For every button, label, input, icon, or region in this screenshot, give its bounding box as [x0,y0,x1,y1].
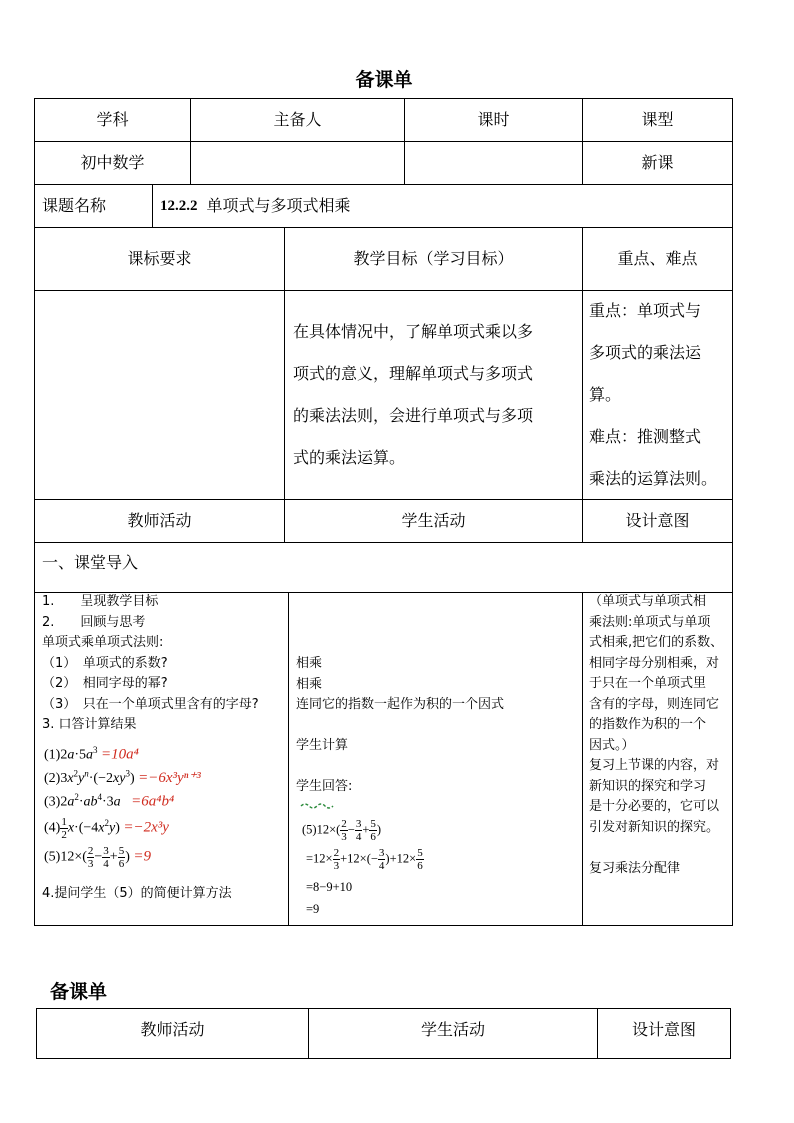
topic-code: 12.2.2 [160,198,198,214]
math-answer-1: =10a⁴ [101,746,139,763]
handwritten-mark [300,802,340,810]
section-title: 一、课堂导入 [42,553,139,572]
teacher-line: 2. 回顾与思考 [42,614,146,630]
second-teacher-header: 教师活动 [140,1020,205,1039]
student-calc-4: =9 [306,902,320,916]
design-line: 含有的字母，则连同它 [589,696,720,712]
teacher-line: 1. 呈现教学目标 [42,594,159,609]
student-activity [296,654,580,798]
design-line: 的指数作为积的一个 [589,717,707,732]
topic-label: 课题名称 [42,196,107,215]
second-student-header: 学生活动 [420,1020,485,1039]
design-line: 相同字母分别相乘，对 [589,655,720,671]
table-border [732,98,733,926]
header-preparer-value [191,142,404,184]
table-border [34,925,733,926]
table-border [582,592,583,926]
goal-line: 式的乘法运算。 [293,448,406,467]
activity-design-header: 设计意图 [625,511,690,530]
design-line: 式相乘,把它们的系数、 [589,635,724,650]
student-line: 连同它的指数一起作为积的一个因式 [296,697,505,712]
activity-student-header: 学生活动 [401,511,466,530]
goal-line: 的乘法法则，会进行单项式与多项 [293,406,534,425]
math-answer-4: =−2x³y [123,819,169,836]
keypoints-text [589,290,731,500]
second-design-header: 设计意图 [631,1020,696,1039]
header-subject-value: 初中数学 [80,153,145,172]
math-exercise-2: $(2)3x^2y^n\cdot(-2xy^3) =-6x^3y^{n+3}$ [44,768,201,786]
standard-text [40,300,280,490]
student-line: 学生计算 [296,738,349,753]
table-border [36,1058,731,1059]
design-line: 复习上节课的内容，对 [589,758,720,773]
math-answer-3: =6a⁴b⁴ [131,793,175,810]
teacher-activity [42,592,286,736]
col-standard: 课标要求 [127,249,192,268]
student-line: 学生回答: [296,779,353,794]
goal-line: 项式的意义，理解单项式与多项式 [293,364,534,383]
design-line: （单项式与单项式相 [589,594,707,609]
student-line [296,757,580,778]
header-type-label: 课型 [641,110,674,129]
topic-name: 单项式与多项式相乘 [206,196,351,215]
col-keypoints: 重点、难点 [617,249,698,268]
teacher-line: （3） 只在一个单项式里含有的字母? [42,696,259,712]
design-line: 复习乘法分配律 [589,860,681,876]
table-border [730,1008,731,1059]
math-exercise-4: (4) $\frac{1}{2}$ $x\cdot(-4x^2y) =-2x^3y$ [44,816,169,841]
keypoint-line: 重点：单项式与 [589,301,702,320]
header-type-value: 新课 [641,153,674,172]
student-calc-2: =12× $\frac{2}{3}$ +12×(− $\frac{3}{4}$ )+12× $\frac{5}{6}$ [306,847,423,872]
math-exercise-3: $(3)2a^2\cdot ab^4\cdot 3a$ =6a⁴b⁴ [44,792,175,810]
student-calc-3: =8−9+10 [306,880,353,894]
header-period-value [405,142,582,184]
topic-value [160,185,720,227]
table-border [152,184,153,228]
design-line [589,838,731,859]
design-line: 新知识的探究和学习 [589,778,707,794]
header-preparer-label: 主备人 [273,110,322,129]
math-exercise-5: (5)12×( $\frac{2}{3}$ − $\frac{3}{4}$ + $\frac{5}{6}$ ) =9 [44,845,151,870]
design-line: 乘法则:单项式与单项 [589,614,711,630]
col-goals: 教学目标（学习目标） [353,249,514,268]
goal-line: 在具体情况中，了解单项式乘以多 [293,322,534,341]
teacher-line: 单项式乘单项式法则: [42,635,164,650]
design-line: 是十分必要的，它可以 [589,799,720,814]
student-line: 相乘 [296,676,323,692]
design-intent [589,592,731,879]
design-line: 因式。） [589,737,635,753]
design-line: 引发对新知识的探究。 [589,819,720,835]
student-line: 相乘 [296,656,323,671]
teacher-line: （1） 单项式的系数? [42,655,168,671]
keypoint-line: 多项式的乘法运 [589,343,702,362]
second-title: 备课单 [50,981,108,1003]
math-exercise-1: $(1)2a\cdot 5a^3 =10a^4$ [44,745,139,763]
student-calc-1: (5)12×( $\frac{2}{3}$ − $\frac{3}{4}$ + $\frac{5}{6}$ ) [302,818,382,843]
math-answer-5: =9 [133,848,151,865]
activity-teacher-header: 教师活动 [127,511,192,530]
math-answer-2: =−6x³yⁿ⁺³ [138,770,201,786]
keypoint-line: 乘法的运算法则。 [589,469,718,488]
keypoint-line: 难点：推测整式 [589,427,702,446]
teacher-line: 3. 口答计算结果 [42,717,137,732]
teacher-last-line: 4.提问学生（5）的简便计算方法 [42,886,232,901]
header-period-label: 课时 [477,110,510,129]
keypoint-line: 算。 [589,385,622,404]
design-line: 于只在一个单项式里 [589,676,707,691]
teacher-line: （2） 相同字母的幂? [42,676,168,691]
student-line [296,716,580,737]
table-border [288,592,289,926]
header-subject-label: 学科 [96,110,129,129]
page-title: 备课单 [355,68,413,91]
goals-text [293,311,579,479]
